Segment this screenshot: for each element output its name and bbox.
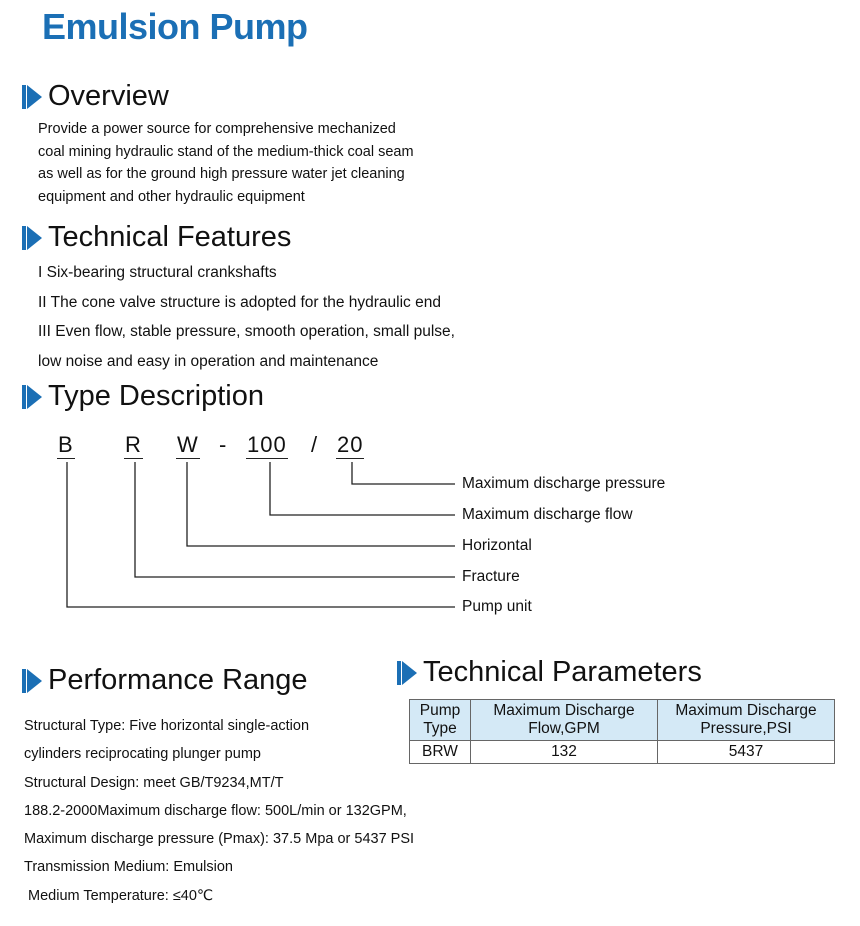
performance-heading-label: Performance Range xyxy=(48,664,308,696)
performance-line: cylinders reciprocating plunger pump xyxy=(24,746,261,763)
cell-pressure: 5437 xyxy=(658,741,835,764)
overview-line: coal mining hydraulic stand of the medium-thick coal seam xyxy=(38,143,414,160)
table-row xyxy=(410,741,835,764)
triangle-bullet-icon xyxy=(20,666,46,696)
meaning-flow: Maximum discharge flow xyxy=(462,506,633,523)
meaning-pressure: Maximum discharge pressure xyxy=(462,475,666,492)
feature-line: I Six-bearing structural crankshafts xyxy=(38,264,277,281)
code-dash: - xyxy=(219,432,227,457)
code-pressure: 20 xyxy=(337,432,364,457)
code-letter-b: B xyxy=(58,432,74,457)
performance-line: 188.2-2000Maximum discharge flow: 500L/min or 132GPM, xyxy=(24,802,407,819)
meaning-pump-unit: Pump unit xyxy=(462,598,532,615)
code-letter-r: R xyxy=(125,432,142,457)
code-slash: / xyxy=(311,432,318,457)
performance-line: Medium Temperature: ≤40℃ xyxy=(24,887,214,904)
connector-pressure xyxy=(352,462,455,484)
performance-line: Structural Design: meet GB/T9234,MT/T xyxy=(24,774,284,791)
connector-horizontal xyxy=(187,462,455,546)
overview-line: equipment and other hydraulic equipment xyxy=(38,188,305,205)
performance-heading xyxy=(20,664,308,697)
header-pump-type: Pump Type xyxy=(410,700,471,741)
feature-line: III Even flow, stable pressure, smooth operation, small pulse, xyxy=(38,323,455,340)
features-heading-label: Technical Features xyxy=(48,221,292,253)
performance-line: Maximum discharge pressure (Pmax): 37.5 Mpa or 5437 PSI xyxy=(24,831,415,848)
meaning-horizontal: Horizontal xyxy=(462,537,532,554)
performance-text xyxy=(24,712,414,910)
header-pressure: Maximum Discharge Pressure,PSI xyxy=(658,700,835,741)
feature-line: II The cone valve structure is adopted for the hydraulic end xyxy=(38,293,441,311)
meaning-fracture: Fracture xyxy=(462,568,520,585)
parameters-heading xyxy=(395,656,702,689)
overview-line: as well as for the ground high pressure water jet cleaning xyxy=(38,166,405,182)
code-flow: 100 xyxy=(247,432,287,457)
cell-flow: 132 xyxy=(471,741,658,764)
cell-type: BRW xyxy=(410,741,471,764)
parameters-table xyxy=(409,699,835,764)
triangle-bullet-icon xyxy=(395,658,421,688)
header-flow: Maximum Discharge Flow,GPM xyxy=(471,700,658,741)
table-header-row xyxy=(410,700,835,741)
overview-line: Provide a power source for comprehensive mechanized xyxy=(38,121,396,137)
parameters-heading-label: Technical Parameters xyxy=(423,656,702,688)
overview-heading-label: Overview xyxy=(48,80,169,112)
page-title: Emulsion Pump xyxy=(42,6,308,47)
connector-fracture xyxy=(135,462,455,577)
type-description-heading-label: Type Description xyxy=(48,380,264,412)
performance-line: Transmission Medium: Emulsion xyxy=(24,859,233,876)
feature-line: low noise and easy in operation and maintenance xyxy=(38,352,379,370)
performance-line: Structural Type: Five horizontal single-action xyxy=(24,718,310,734)
code-letter-w: W xyxy=(177,432,199,457)
connector-flow xyxy=(270,462,455,515)
